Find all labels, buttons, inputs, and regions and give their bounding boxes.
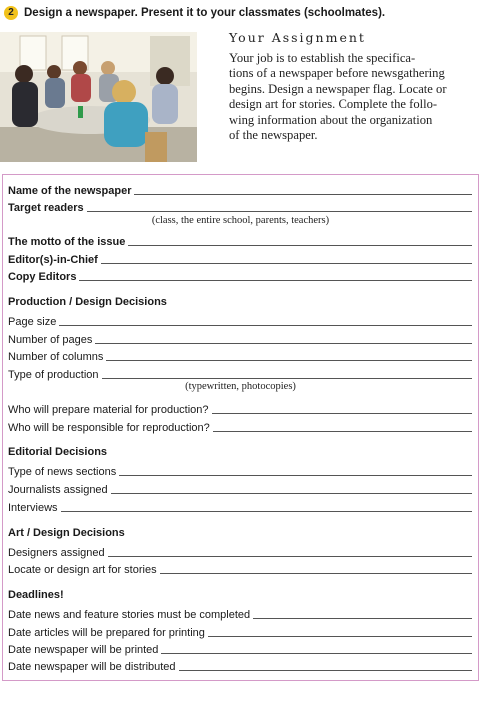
editor-field[interactable] [101, 263, 472, 264]
news-sections-label: Type of news sections [8, 466, 117, 478]
assignment-heading: Your Assignment [229, 30, 366, 45]
news-sections-field[interactable] [119, 475, 472, 476]
type-production-field[interactable] [102, 378, 472, 379]
num-columns-row [8, 349, 472, 363]
motto-field[interactable] [128, 245, 472, 246]
journalists-field[interactable] [111, 493, 472, 494]
num-columns-field[interactable] [106, 360, 472, 361]
interviews-field[interactable] [61, 511, 472, 512]
type-production-row [8, 367, 472, 381]
who-responsible-row [8, 420, 472, 434]
assignment-line: wing information about the organization [229, 112, 433, 127]
target-readers-field[interactable] [87, 211, 472, 212]
newspaper-name-field[interactable] [134, 194, 472, 195]
task-title: Design a newspaper. Present it to your classmates (schoolmates). [24, 7, 386, 19]
date-printed-label: Date newspaper will be printed [8, 644, 159, 656]
locate-art-label: Locate or design art for stories [8, 564, 157, 576]
num-columns-label: Number of columns [8, 351, 104, 363]
target-readers-label: Target readers [8, 202, 84, 214]
locate-art-row [8, 562, 472, 576]
who-prepare-row [8, 402, 472, 416]
deadlines-heading: Deadlines! [8, 589, 64, 601]
num-pages-field[interactable] [95, 343, 472, 344]
date-articles-field[interactable] [208, 636, 472, 637]
type-production-label: Type of production [8, 369, 99, 381]
newspaper-form [2, 174, 479, 681]
art-heading: Art / Design Decisions [8, 527, 125, 539]
target-readers-hint: (class, the entire school, parents, teachers) [151, 215, 330, 226]
locate-art-field[interactable] [160, 573, 472, 574]
date-distributed-row [8, 659, 472, 673]
assignment-line: design art for stories. Complete the follo- [229, 97, 438, 112]
designers-row [8, 545, 472, 559]
classroom-photo [0, 32, 197, 162]
page-size-field[interactable] [59, 325, 472, 326]
date-distributed-field[interactable] [179, 670, 472, 671]
who-responsible-field[interactable] [213, 431, 472, 432]
assignment-line: tions of a newspaper before newsgathering [229, 66, 445, 81]
date-printed-field[interactable] [161, 653, 472, 654]
who-responsible-label: Who will be responsible for reproduction? [8, 422, 210, 434]
date-news-label: Date news and feature stories must be completed [8, 609, 251, 621]
assignment-line: Your job is to establish the specifica- [229, 51, 416, 65]
editor-label: Editor(s)-in-Chief [8, 254, 98, 266]
page-size-row [8, 314, 472, 328]
motto-row [8, 234, 472, 248]
task-number-badge: 2 [4, 6, 18, 20]
designers-field[interactable] [108, 556, 472, 557]
num-pages-row [8, 332, 472, 346]
interviews-row [8, 500, 472, 514]
target-readers-row [8, 200, 472, 214]
task-heading [4, 6, 385, 20]
newspaper-name-row [8, 183, 472, 197]
interviews-label: Interviews [8, 502, 58, 514]
who-prepare-label: Who will prepare material for production? [8, 404, 209, 416]
designers-label: Designers assigned [8, 547, 105, 559]
copy-editors-row [8, 269, 472, 283]
date-news-field[interactable] [253, 618, 472, 619]
date-printed-row [8, 642, 472, 656]
assignment-line: of the newspaper. [229, 128, 318, 143]
production-heading: Production / Design Decisions [8, 296, 167, 308]
num-pages-label: Number of pages [8, 334, 93, 346]
page-size-label: Page size [8, 316, 57, 328]
news-sections-row [8, 464, 472, 478]
date-articles-label: Date articles will be prepared for printing [8, 627, 205, 639]
copy-editors-field[interactable] [79, 280, 472, 281]
assignment-line: begins. Design a newspaper flag. Locate or [229, 81, 447, 96]
journalists-label: Journalists assigned [8, 484, 108, 496]
editorial-heading: Editorial Decisions [8, 446, 108, 458]
motto-label: The motto of the issue [8, 236, 126, 248]
production-hint: (typewritten, photocopies) [185, 381, 296, 392]
date-news-row [8, 607, 472, 621]
date-articles-row [8, 625, 472, 639]
editor-row [8, 252, 472, 266]
who-prepare-field[interactable] [212, 413, 472, 414]
journalists-row [8, 482, 472, 496]
date-distributed-label: Date newspaper will be distributed [8, 661, 176, 673]
assignment-text [229, 51, 491, 143]
newspaper-name-label: Name of the newspaper [8, 185, 132, 197]
copy-editors-label: Copy Editors [8, 271, 77, 283]
